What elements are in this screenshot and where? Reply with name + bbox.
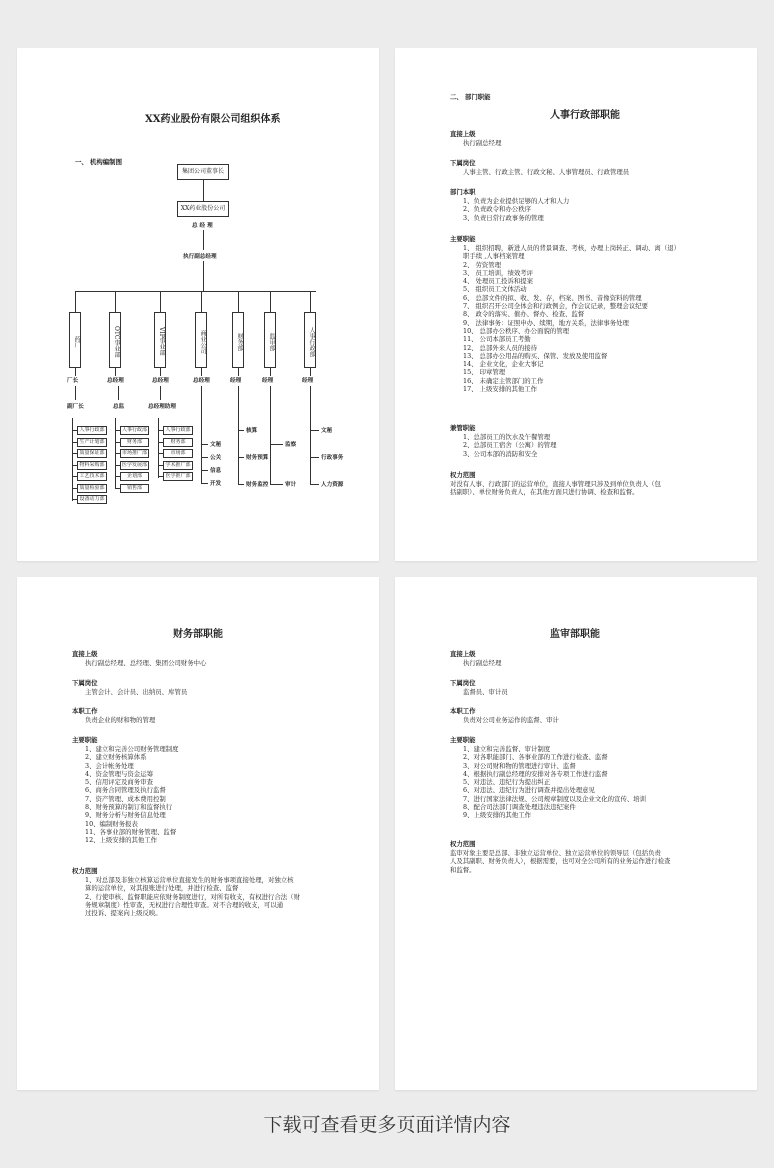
main-label: 主要职能	[72, 736, 98, 744]
superior-value: 执行副总经理	[463, 659, 502, 667]
dept-item-label: 文秘	[210, 442, 222, 448]
page-org-chart	[17, 48, 379, 561]
list-item: 1、建立和完善公司财务管理制度	[85, 745, 179, 753]
unit-box: 质量检验部	[77, 484, 107, 493]
unit-box: 工艺技术部	[77, 472, 107, 481]
main-list	[463, 745, 646, 820]
page-hr-functions	[395, 48, 757, 561]
extra-list: 1、总部员工的饮水及午餐管理 2、总部员工宿舍（公寓）的管理 3、公司本部的消防和安全	[463, 433, 557, 458]
list-item: 职手续 ,人事档案管理	[463, 252, 525, 261]
list-item: 8、 政令的落实、催办、督办、检查、监督	[463, 310, 585, 319]
sub-label: 下属岗位	[72, 679, 98, 687]
list-item: 9、 法律事务：证照申办、续期，地方关系，法律事务处理	[463, 318, 629, 327]
list-item: 4、根据执行副总经理的安排对各专项工作进行监督	[463, 769, 608, 778]
list-item: 7、 组织召开公司全体会和行政例会，作会议记录，整理会议纪要	[463, 302, 649, 311]
list-item: 7、进行国家法律法规、公司规章制度以及企业文化的宣传、培训	[463, 794, 647, 803]
dept-item-label: 信息	[210, 468, 222, 474]
list-item: 务规章制度）性审查，无权进行合理性审查。对不合理的收支，可以通	[85, 900, 284, 909]
dept-head-label: 厂长	[67, 378, 79, 384]
main-list	[85, 745, 179, 845]
list-item: 算的运营单位，对其报账进行处理，并进行检查、监督	[85, 884, 239, 893]
list-item: 2、建立财务核算体系	[85, 753, 147, 762]
power-label: 权力范围	[450, 840, 476, 848]
power-text: 对没有人事、行政部门的运营单位，直接人事管理只涉及到单位负责人（包 括副职）、单位财务负责人，在其他方面只进行协调、检查和监督。	[450, 480, 661, 497]
dept-head-label: 总经理	[193, 378, 210, 384]
list-item: 3、 员工培训，绩效考评	[463, 268, 534, 277]
power-label: 权力范围	[450, 471, 476, 479]
list-item: 监审对象主要是总部、非独立运营单位、独立运营单位的领导层（包括负责	[450, 849, 661, 857]
unit-box: 市场推广部	[121, 450, 147, 456]
list-item: 9、财务分析与财务信息处理	[85, 811, 166, 820]
dept-item-label: 文秘	[321, 428, 333, 434]
superior-value: 执行副总经理、总经理、集团公司财务中心	[85, 659, 207, 667]
list-item: 7、资产管理、成本费用控制	[85, 794, 166, 803]
unit-box: 医学发展部	[121, 461, 147, 468]
list-item: 9、上级安排的其他工作	[463, 811, 531, 820]
company-box: XX药业股份公司	[177, 201, 229, 217]
unit-box: 企划部	[120, 472, 149, 481]
duty-value: 负责企业的财和物的管理	[85, 716, 156, 724]
sub-label: 下属岗位	[450, 679, 476, 687]
duty-list: 1、负责为企业提供足够的人才和人力 2、负责政令和办公秩序 3、负责日常行政事务的管理	[463, 197, 570, 222]
dept-box: 监审部	[264, 312, 276, 368]
unit-box: 财务部	[163, 438, 193, 447]
dept-box: OTC事业部	[109, 312, 121, 368]
dept-item-label: 公关	[210, 455, 222, 461]
dept-item-label: 开发	[210, 481, 222, 487]
sub-value: 监督员、审计员	[463, 688, 508, 696]
extra-label: 兼管职能	[450, 424, 476, 432]
superior-label: 直接上级	[450, 650, 476, 658]
vip-sub-label: 总经理助理	[148, 404, 176, 410]
power-text	[450, 849, 670, 874]
list-item: 17、 上级安排的其他工作	[463, 385, 538, 394]
dept-box: 财务部	[232, 312, 244, 368]
list-item: 15、 印章管理	[463, 368, 506, 377]
sub-value: 主管会计、会计员、出纳员、库管员	[85, 688, 188, 696]
list-item: 4、资金管理与资金运筹	[85, 769, 153, 778]
dept-box: 药厂	[69, 312, 81, 368]
unit-box: 市场部	[163, 449, 193, 458]
superior-label: 直接上级	[450, 130, 476, 138]
superior-value: 执行副总经理	[463, 139, 502, 147]
superior-label: 直接上级	[72, 650, 98, 658]
unit-box: 设备动力部	[77, 495, 107, 504]
page-finance-functions	[17, 577, 379, 1090]
power-text	[85, 876, 300, 917]
unit-box: 质量保证部	[77, 449, 107, 458]
list-item: 8、配合司法部门调查处理违法违纪案件	[463, 803, 576, 812]
main-label: 主要职能	[450, 736, 476, 744]
list-item: 6、商务合同管理及执行监督	[85, 786, 166, 795]
power-label: 权力范围	[72, 867, 98, 875]
dept-box: VIP事业部	[154, 312, 166, 368]
exec-vp-label: 执行副总经理	[183, 254, 217, 260]
unit-box: 人事行政部	[163, 426, 193, 435]
list-item: 1、 组织招聘，新进人员的背景调查、考核，办理上岗转正、调动、离（退）	[463, 244, 680, 252]
list-item: 6、对违法、违纪行为进行调查并提出处理意见	[463, 786, 595, 795]
section-header: 二、 部门职能	[450, 93, 491, 101]
otc-sub-label: 总监	[113, 404, 125, 410]
factory-vice-label: 副厂长	[67, 404, 84, 410]
chairman-box: 集团公司董事长	[177, 164, 229, 180]
dept-item-label: 财务监控	[246, 482, 269, 488]
dept-item-label: 人力资源	[321, 482, 344, 488]
list-item: 4、 处理员工投诉和提案	[463, 277, 534, 286]
unit-box: 财务部	[120, 438, 149, 447]
list-item: 11、 公司本部员工考勤	[463, 335, 531, 344]
list-item: 8、财务预算的制订和监督执行	[85, 803, 173, 812]
list-item: 12、 总部外来人员的接待	[463, 343, 538, 352]
doc-title: XX药业股份有限公司组织体系	[145, 114, 281, 125]
page-audit-functions	[395, 577, 757, 1090]
list-item: 5、 组织员工文体活动	[463, 285, 527, 294]
sub-label: 下属岗位	[450, 159, 476, 167]
list-item: 3、对公司财和物的管理进行审计、监督	[463, 761, 576, 770]
dept-head-label: 经理	[230, 378, 242, 384]
duty-label: 本职工作	[72, 707, 98, 715]
list-item: 14、 企业文化，企业大事记	[463, 360, 544, 369]
unit-box: 人事行政部	[121, 427, 147, 433]
duty-label: 部门本职	[450, 188, 476, 196]
section-heading: 一、 机构编制图	[75, 158, 122, 166]
list-item: 1、对总部及非独立核算运营单位直接发生的财务事项直接处理，对独立核	[85, 876, 294, 884]
list-item: 16、 未确定主管部门的工作	[463, 376, 544, 385]
sub-value: 人事主管、行政主管、行政文秘、人事管理员、行政管理员	[463, 168, 630, 176]
list-item: 和监督。	[450, 865, 476, 874]
dept-head-label: 总经理	[152, 378, 169, 384]
gm-label: 总 经 理	[192, 223, 213, 229]
dept-head-label: 经理	[302, 378, 314, 384]
list-item: 过投诉、提案向上级反映。	[85, 909, 162, 918]
main-list	[463, 244, 680, 393]
list-item: 11、各事业部的财务管理、监督	[85, 827, 177, 836]
list-item: 5、对违法、违纪行为提出纠正	[463, 778, 551, 787]
page-title: 人事行政部职能	[550, 110, 620, 121]
list-item: 2、 劳资管理	[463, 260, 502, 269]
dept-head-label: 经理	[262, 378, 274, 384]
unit-box: 学术推广部	[163, 461, 193, 470]
page-title: 监审部职能	[550, 629, 600, 640]
list-item: 1、建立和完善监督、审计制度	[463, 745, 551, 753]
list-item: 13、 总部办公用品的购买、保管、发放及使用监督	[463, 351, 608, 360]
unit-box: 医学推广部	[163, 472, 193, 481]
dept-item-label: 财务预算	[246, 455, 269, 461]
list-item: 2、对各职能部门、各事业部的工作进行检查、监督	[463, 753, 608, 762]
dept-head-label: 总经理	[107, 378, 124, 384]
dept-item-label: 行政事务	[321, 455, 344, 461]
unit-box: 销售部	[120, 484, 149, 493]
unit-box: 生产计划部	[77, 438, 107, 447]
dept-box: 商业公司	[195, 312, 207, 368]
list-item: 12、上级安排的其他工作	[85, 836, 158, 845]
dept-item-label: 核算	[246, 428, 258, 434]
dept-box: 人事行政部	[304, 312, 316, 368]
duty-label: 本职工作	[450, 707, 476, 715]
list-item: 3、会计帐务处理	[85, 761, 134, 770]
page-title: 财务部职能	[173, 629, 223, 640]
list-item: 5、信用评定及商务审查	[85, 778, 153, 787]
dept-item-label: 审计	[285, 482, 297, 488]
list-item: 10、编制财务报表	[85, 819, 138, 828]
download-more-caption: 下载可查看更多页面详情内容	[263, 1114, 511, 1136]
duty-value: 负责对公司业务运作的监督、审计	[463, 716, 559, 724]
dept-item-label: 监察	[285, 442, 297, 448]
main-label: 主要职能	[450, 235, 476, 243]
unit-box: 物料采购部	[77, 461, 107, 470]
list-item: 人及其副职、财务负责人），根据需要，也可对全公司所有的业务运作进行检查	[450, 857, 671, 866]
list-item: 2、行使审核、监督职能应依财务制度进行，对所有收支，有权进行合法（财	[85, 892, 300, 901]
list-item: 6、 总部文件的拟、收、发、存，档案、图书、音像资料的管理	[463, 293, 642, 302]
list-item: 10、 总部办公秩序、办公面貌的管理	[463, 326, 570, 335]
unit-box: 人事行政部	[77, 426, 107, 435]
